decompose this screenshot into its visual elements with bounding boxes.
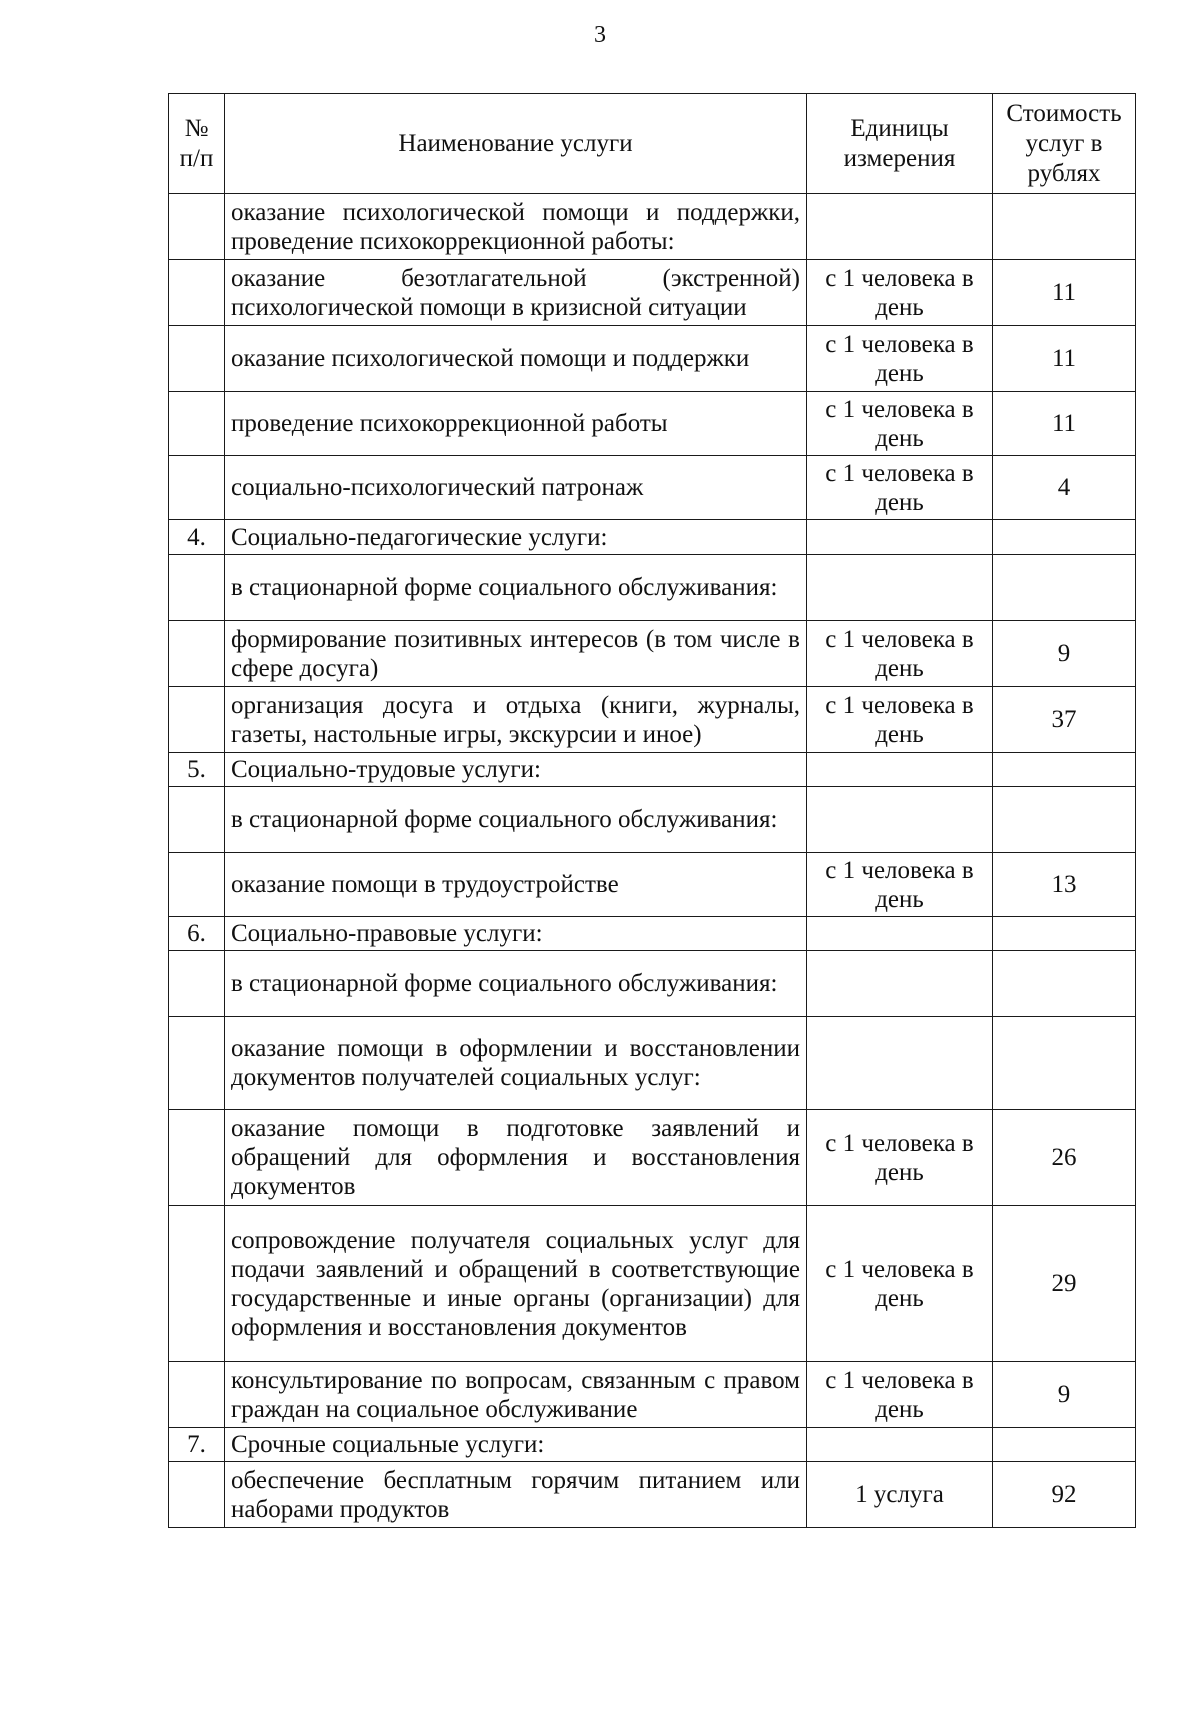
table-row bbox=[169, 787, 1136, 853]
table-row bbox=[169, 456, 1136, 520]
row-service-name: проведение психокоррекционной работы bbox=[225, 392, 807, 456]
row-service-name: в стационарной форме социального обслуживания: bbox=[225, 555, 807, 621]
table-row bbox=[169, 1362, 1136, 1428]
row-number bbox=[169, 1362, 225, 1428]
row-number bbox=[169, 621, 225, 687]
row-service-name: Срочные социальные услуги: bbox=[225, 1428, 807, 1462]
row-cost: 4 bbox=[993, 456, 1136, 520]
row-unit bbox=[807, 520, 993, 555]
row-service-name: оказание помощи в оформлении и восстановлении документов получателей социальных услуг: bbox=[225, 1017, 807, 1110]
row-cost bbox=[993, 951, 1136, 1017]
row-service-name: оказание психологической помощи и поддержки, проведение психокоррекционной работы: bbox=[225, 194, 807, 260]
row-unit bbox=[807, 753, 993, 787]
row-number bbox=[169, 392, 225, 456]
header-number: № п/п bbox=[169, 94, 225, 194]
row-service-name: оказание психологической помощи и поддержки bbox=[225, 326, 807, 392]
table-row bbox=[169, 520, 1136, 555]
row-cost: 37 bbox=[993, 687, 1136, 753]
table-row bbox=[169, 1462, 1136, 1528]
row-number: 4. bbox=[169, 520, 225, 555]
row-number bbox=[169, 1462, 225, 1528]
row-service-name: Социально-правовые услуги: bbox=[225, 917, 807, 951]
row-service-name: в стационарной форме социального обслуживания: bbox=[225, 787, 807, 853]
row-cost bbox=[993, 520, 1136, 555]
row-service-name: в стационарной форме социального обслуживания: bbox=[225, 951, 807, 1017]
row-unit: с 1 человека в день bbox=[807, 1206, 993, 1362]
row-cost: 11 bbox=[993, 260, 1136, 326]
table-row bbox=[169, 1017, 1136, 1110]
row-service-name: консультирование по вопросам, связанным с правом граждан на социальное обслуживание bbox=[225, 1362, 807, 1428]
row-cost bbox=[993, 194, 1136, 260]
row-cost: 9 bbox=[993, 621, 1136, 687]
services-price-table bbox=[168, 93, 1136, 1528]
row-unit bbox=[807, 1428, 993, 1462]
row-cost: 11 bbox=[993, 392, 1136, 456]
row-cost bbox=[993, 787, 1136, 853]
row-number: 7. bbox=[169, 1428, 225, 1462]
row-service-name: оказание безотлагательной (экстренной) психологической помощи в кризисной ситуации bbox=[225, 260, 807, 326]
row-number bbox=[169, 456, 225, 520]
row-cost: 13 bbox=[993, 853, 1136, 917]
table-row bbox=[169, 1110, 1136, 1206]
row-number bbox=[169, 326, 225, 392]
table-row bbox=[169, 753, 1136, 787]
table-row bbox=[169, 326, 1136, 392]
row-number bbox=[169, 194, 225, 260]
row-number: 5. bbox=[169, 753, 225, 787]
row-unit: с 1 человека в день bbox=[807, 260, 993, 326]
row-cost: 11 bbox=[993, 326, 1136, 392]
table-row bbox=[169, 951, 1136, 1017]
row-number bbox=[169, 853, 225, 917]
table-row bbox=[169, 260, 1136, 326]
row-number bbox=[169, 687, 225, 753]
table-row bbox=[169, 1428, 1136, 1462]
row-unit: с 1 человека в день bbox=[807, 1362, 993, 1428]
row-cost bbox=[993, 1428, 1136, 1462]
row-unit bbox=[807, 951, 993, 1017]
table-row bbox=[169, 687, 1136, 753]
row-unit: с 1 человека в день bbox=[807, 853, 993, 917]
row-cost: 9 bbox=[993, 1362, 1136, 1428]
table-row bbox=[169, 392, 1136, 456]
table-header-row bbox=[169, 94, 1136, 194]
table-row bbox=[169, 621, 1136, 687]
row-unit: с 1 человека в день bbox=[807, 456, 993, 520]
table-row bbox=[169, 555, 1136, 621]
row-service-name: организация досуга и отдыха (книги, журналы, газеты, настольные игры, экскурсии и иное) bbox=[225, 687, 807, 753]
row-cost bbox=[993, 917, 1136, 951]
table-body bbox=[169, 194, 1136, 1528]
row-service-name: сопровождение получателя социальных услуг для подачи заявлений и обращений в соответствующие государственные и иные органы (организации) для оформления и восстановления документов bbox=[225, 1206, 807, 1362]
row-service-name: оказание помощи в трудоустройстве bbox=[225, 853, 807, 917]
row-number: 6. bbox=[169, 917, 225, 951]
row-number bbox=[169, 1017, 225, 1110]
row-unit: с 1 человека в день bbox=[807, 687, 993, 753]
table-row bbox=[169, 853, 1136, 917]
row-number bbox=[169, 1110, 225, 1206]
row-number bbox=[169, 555, 225, 621]
row-unit bbox=[807, 194, 993, 260]
row-number bbox=[169, 787, 225, 853]
table-row bbox=[169, 917, 1136, 951]
row-unit bbox=[807, 1017, 993, 1110]
row-unit: с 1 человека в день bbox=[807, 621, 993, 687]
row-unit bbox=[807, 555, 993, 621]
table-row bbox=[169, 194, 1136, 260]
row-cost bbox=[993, 753, 1136, 787]
header-unit: Единицы измерения bbox=[807, 94, 993, 194]
row-service-name: Социально-трудовые услуги: bbox=[225, 753, 807, 787]
row-cost: 29 bbox=[993, 1206, 1136, 1362]
row-service-name: оказание помощи в подготовке заявлений и обращений для оформления и восстановления документов bbox=[225, 1110, 807, 1206]
row-unit bbox=[807, 787, 993, 853]
row-number bbox=[169, 1206, 225, 1362]
row-unit: 1 услуга bbox=[807, 1462, 993, 1528]
header-cost: Стоимость услуг в рублях bbox=[993, 94, 1136, 194]
row-cost bbox=[993, 555, 1136, 621]
row-service-name: социально-психологический патронаж bbox=[225, 456, 807, 520]
header-service-name: Наименование услуги bbox=[225, 94, 807, 194]
row-unit: с 1 человека в день bbox=[807, 392, 993, 456]
row-unit bbox=[807, 917, 993, 951]
page-number: 3 bbox=[594, 22, 606, 48]
row-service-name: формирование позитивных интересов (в том числе в сфере досуга) bbox=[225, 621, 807, 687]
table-row bbox=[169, 1206, 1136, 1362]
row-number bbox=[169, 260, 225, 326]
row-number bbox=[169, 951, 225, 1017]
row-service-name: обеспечение бесплатным горячим питанием или наборами продуктов bbox=[225, 1462, 807, 1528]
row-unit: с 1 человека в день bbox=[807, 326, 993, 392]
row-service-name: Социально-педагогические услуги: bbox=[225, 520, 807, 555]
row-unit: с 1 человека в день bbox=[807, 1110, 993, 1206]
row-cost: 26 bbox=[993, 1110, 1136, 1206]
row-cost: 92 bbox=[993, 1462, 1136, 1528]
row-cost bbox=[993, 1017, 1136, 1110]
